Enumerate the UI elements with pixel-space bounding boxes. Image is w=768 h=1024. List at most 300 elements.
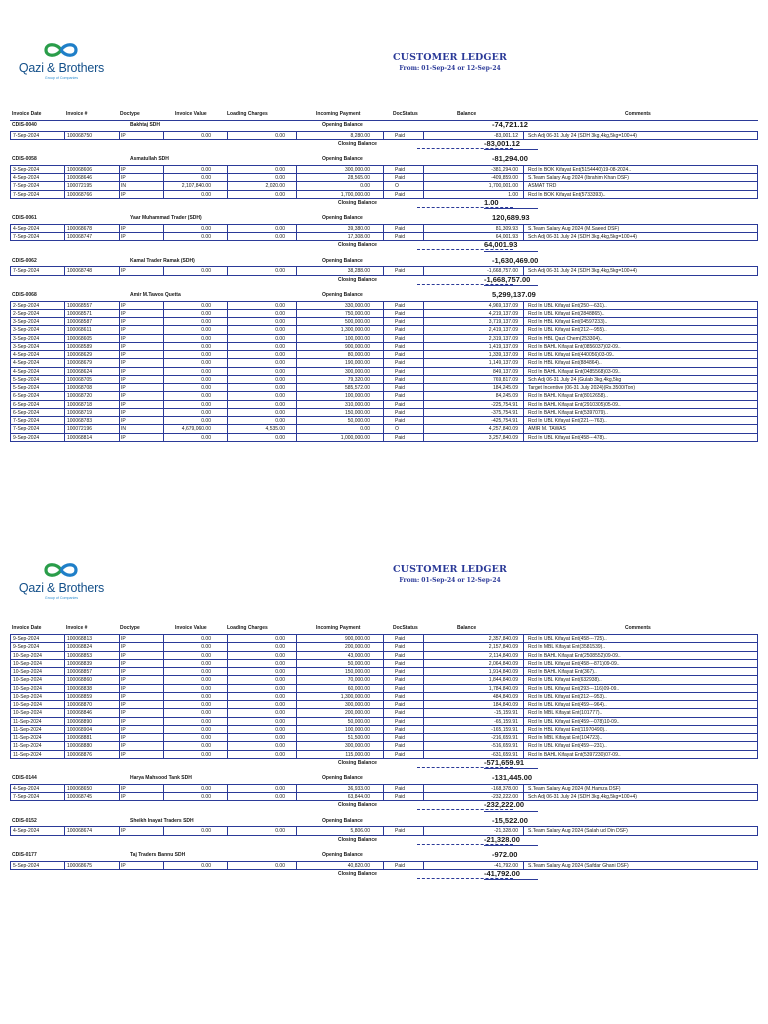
invoice-number: 100068611 bbox=[67, 327, 92, 334]
cell-divider bbox=[423, 368, 424, 375]
doc-status: Paid bbox=[395, 234, 406, 240]
cell-divider bbox=[119, 174, 120, 181]
comment: Rcd In HBL Kifayat Ent(04597233).. bbox=[528, 319, 608, 325]
invoice-value: 0.00 bbox=[201, 360, 211, 367]
opening-balance-value: -1,630,469.00 bbox=[492, 255, 539, 265]
customer-group-header bbox=[10, 257, 758, 268]
cell-divider bbox=[383, 417, 384, 424]
cell-divider bbox=[163, 310, 164, 317]
cell-divider bbox=[119, 267, 120, 274]
cell-divider bbox=[296, 351, 297, 358]
balance: 4,257,840.09 bbox=[488, 426, 518, 433]
cell-divider bbox=[119, 335, 120, 342]
doctype: IP bbox=[121, 175, 126, 181]
cell-divider bbox=[423, 718, 424, 725]
cell-divider bbox=[64, 742, 65, 749]
cell-divider bbox=[523, 668, 524, 675]
cell-divider bbox=[523, 233, 524, 240]
invoice-date: 9-Sep-2024 bbox=[13, 434, 40, 441]
invoice-number: 100068705 bbox=[67, 376, 93, 383]
cell-divider bbox=[523, 384, 524, 391]
cell-divider bbox=[227, 827, 228, 834]
doctype: IP bbox=[121, 660, 126, 667]
invoice-number: 100068890 bbox=[67, 718, 93, 725]
cell-divider bbox=[523, 191, 524, 198]
doc-status: Paid bbox=[395, 385, 406, 391]
column-header-doctype: Doctype bbox=[120, 111, 140, 117]
cell-divider bbox=[383, 709, 384, 716]
invoice-date: 10-Sep-2024 bbox=[13, 677, 42, 684]
doctype: IP bbox=[121, 434, 126, 441]
cell-divider bbox=[523, 318, 524, 325]
cell-divider bbox=[423, 652, 424, 659]
balance: 184,245.09 bbox=[492, 385, 518, 391]
cell-divider bbox=[523, 326, 524, 333]
cell-divider bbox=[423, 793, 424, 800]
cell-divider bbox=[423, 267, 424, 274]
balance: 81,309.93 bbox=[495, 225, 518, 232]
balance: 1,149,137.09 bbox=[488, 360, 518, 367]
closing-balance-row bbox=[10, 836, 758, 846]
cell-divider bbox=[64, 643, 65, 650]
doctype: IP bbox=[121, 335, 126, 342]
cell-divider bbox=[163, 335, 164, 342]
balance: -168,378.00 bbox=[491, 785, 518, 792]
cell-divider bbox=[383, 302, 384, 309]
cell-divider bbox=[296, 693, 297, 700]
underline-rule bbox=[484, 285, 538, 286]
closing-balance-value: 1.00 bbox=[484, 197, 499, 207]
doc-status: Paid bbox=[395, 735, 406, 741]
cell-divider bbox=[383, 793, 384, 800]
invoice-date: 4-Sep-2024 bbox=[13, 360, 40, 367]
cell-divider bbox=[163, 425, 164, 432]
cell-divider bbox=[296, 726, 297, 733]
ledger-row bbox=[10, 233, 758, 241]
cell-divider bbox=[119, 225, 120, 232]
loading-charges: 0.00 bbox=[275, 310, 285, 317]
underline-rule bbox=[484, 149, 538, 150]
ledger-row bbox=[10, 132, 758, 140]
cell-divider bbox=[523, 726, 524, 733]
cell-divider bbox=[523, 343, 524, 350]
incoming-payment: 330,000.00 bbox=[344, 302, 370, 309]
invoice-value: 0.00 bbox=[201, 652, 211, 659]
comment: Rcd In HBL Kifayat Ent(11970490).. bbox=[528, 726, 607, 733]
column-header-value: Invoice Value bbox=[175, 625, 207, 631]
cell-divider bbox=[227, 310, 228, 317]
cell-divider bbox=[64, 709, 65, 716]
comment: Rcd In BAHL Kifayat Ent(2910305)05-09.. bbox=[528, 401, 621, 408]
cell-divider bbox=[383, 343, 384, 350]
balance: 2,064,840.09 bbox=[488, 660, 518, 667]
cell-divider bbox=[523, 182, 524, 189]
invoice-date: 9-Sep-2024 bbox=[13, 636, 40, 642]
ledger-row bbox=[10, 718, 758, 726]
report-heading bbox=[330, 564, 570, 584]
doc-status: Paid bbox=[395, 166, 406, 173]
doc-status: Paid bbox=[395, 636, 406, 642]
cell-divider bbox=[296, 827, 297, 834]
balance: 3,719,137.09 bbox=[488, 319, 518, 325]
doc-status: Paid bbox=[395, 268, 406, 275]
invoice-number: 100068719 bbox=[67, 409, 93, 416]
ledger-row bbox=[10, 701, 758, 709]
cell-divider bbox=[383, 726, 384, 733]
cell-divider bbox=[523, 827, 524, 834]
cell-divider bbox=[296, 417, 297, 424]
cell-divider bbox=[383, 233, 384, 240]
doctype: IP bbox=[121, 352, 126, 358]
loading-charges: 0.00 bbox=[275, 234, 285, 240]
invoice-value: 0.00 bbox=[201, 191, 211, 198]
customer-group-header bbox=[10, 291, 758, 302]
incoming-payment: 200,000.00 bbox=[344, 710, 370, 717]
cell-divider bbox=[296, 132, 297, 139]
cell-divider bbox=[163, 182, 164, 189]
comment: S.Team Salary Aug 2024 (Ibrahim Khan DSF) bbox=[528, 175, 629, 181]
cell-divider bbox=[119, 742, 120, 749]
comment: Sch Adj 06-31 July 24 (Gulab 3kg,4kg,5kg bbox=[528, 376, 622, 383]
ledger-row bbox=[10, 409, 758, 417]
cell-divider bbox=[423, 376, 424, 383]
cell-divider bbox=[119, 182, 120, 189]
cell-divider bbox=[383, 132, 384, 139]
invoice-date: 7-Sep-2024 bbox=[13, 183, 40, 190]
ledger-row bbox=[10, 660, 758, 668]
invoice-number: 100068870 bbox=[67, 702, 93, 708]
cell-divider bbox=[423, 434, 424, 441]
doc-status: Paid bbox=[395, 785, 406, 792]
infinity-logo-icon bbox=[42, 560, 80, 580]
cell-divider bbox=[163, 376, 164, 383]
cell-divider bbox=[296, 191, 297, 198]
loading-charges: 0.00 bbox=[275, 785, 285, 792]
loading-charges: 0.00 bbox=[275, 702, 285, 708]
cell-divider bbox=[227, 233, 228, 240]
closing-balance-label: Closing Balance bbox=[338, 836, 377, 843]
comment: Rcd In HBL Qazi Chem(253304).. bbox=[528, 335, 603, 342]
invoice-date: 7-Sep-2024 bbox=[13, 234, 40, 240]
comment: Rcd In BOK Kifayat Ent(5733393).. bbox=[528, 191, 606, 198]
incoming-payment: 300,000.00 bbox=[344, 368, 370, 375]
balance: 1,844,840.09 bbox=[488, 677, 518, 684]
cell-divider bbox=[163, 302, 164, 309]
cell-divider bbox=[523, 793, 524, 800]
cell-divider bbox=[296, 751, 297, 758]
doctype: IP bbox=[121, 360, 126, 367]
cell-divider bbox=[227, 182, 228, 189]
cell-divider bbox=[163, 652, 164, 659]
closing-balance-value: -41,792.00 bbox=[484, 868, 520, 878]
loading-charges: 0.00 bbox=[275, 376, 285, 383]
invoice-date: 3-Sep-2024 bbox=[13, 166, 40, 173]
ledger-row bbox=[10, 709, 758, 717]
invoice-date: 7-Sep-2024 bbox=[13, 191, 40, 198]
invoice-value: 0.00 bbox=[201, 751, 211, 758]
doc-status: Paid bbox=[395, 418, 406, 424]
cell-divider bbox=[296, 368, 297, 375]
underline-rule bbox=[484, 251, 538, 252]
cell-divider bbox=[296, 676, 297, 683]
incoming-payment: 60,000.00 bbox=[347, 685, 370, 692]
cell-divider bbox=[296, 384, 297, 391]
cell-divider bbox=[423, 182, 424, 189]
opening-balance-label: Opening Balance bbox=[322, 156, 363, 163]
ledger-row bbox=[10, 635, 758, 643]
cell-divider bbox=[296, 335, 297, 342]
balance: 84,245.09 bbox=[495, 393, 518, 400]
cell-divider bbox=[163, 643, 164, 650]
closing-balance-value: -571,659.91 bbox=[484, 757, 525, 767]
cell-divider bbox=[383, 660, 384, 667]
closing-balance-row bbox=[10, 199, 758, 209]
comment: Rcd In BAHL Kifayat Ent(367).. bbox=[528, 669, 597, 675]
cell-divider bbox=[423, 635, 424, 642]
cell-divider bbox=[227, 676, 228, 683]
cell-divider bbox=[383, 392, 384, 399]
doctype: IP bbox=[121, 644, 126, 651]
cell-divider bbox=[227, 376, 228, 383]
cell-divider bbox=[163, 742, 164, 749]
cell-divider bbox=[423, 862, 424, 869]
invoice-number: 100068783 bbox=[67, 418, 93, 424]
balance: -65,159.91 bbox=[494, 718, 518, 725]
invoice-value: 0.00 bbox=[201, 175, 211, 181]
doctype: IP bbox=[121, 310, 126, 317]
cell-divider bbox=[227, 742, 228, 749]
doctype: IP bbox=[121, 319, 126, 325]
cell-divider bbox=[296, 785, 297, 792]
balance: 3,257,840.09 bbox=[488, 434, 518, 441]
invoice-number: 100068605 bbox=[67, 335, 93, 342]
column-header-value: Invoice Value bbox=[175, 111, 207, 117]
cell-divider bbox=[523, 401, 524, 408]
cell-divider bbox=[119, 166, 120, 173]
cell-divider bbox=[523, 351, 524, 358]
comment: Rcd In MBL Kifayat Ent(101777).. bbox=[528, 710, 603, 717]
invoice-date: 11-Sep-2024 bbox=[13, 735, 42, 741]
ledger-row bbox=[10, 417, 758, 425]
cell-divider bbox=[296, 434, 297, 441]
comment: Rcd In UBL Kifayat Ent(632938).. bbox=[528, 677, 602, 684]
invoice-date: 4-Sep-2024 bbox=[13, 785, 40, 792]
incoming-payment: 100,000.00 bbox=[344, 393, 370, 400]
loading-charges: 0.00 bbox=[275, 726, 285, 733]
doctype: IP bbox=[121, 828, 126, 835]
cell-divider bbox=[64, 751, 65, 758]
comment: Rcd In BAHL Kifayat Ent(2508552)09-09.. bbox=[528, 652, 621, 659]
ledger-row bbox=[10, 182, 758, 190]
incoming-payment: 63,844.00 bbox=[347, 794, 370, 800]
cell-divider bbox=[423, 742, 424, 749]
brand-name: Qazi & Brothers bbox=[18, 61, 105, 75]
report-title: CUSTOMER LEDGER bbox=[393, 564, 507, 575]
invoice-number: 100068606 bbox=[67, 166, 93, 173]
cell-divider bbox=[523, 643, 524, 650]
invoice-value: 0.00 bbox=[201, 677, 211, 684]
invoice-date: 4-Sep-2024 bbox=[13, 828, 40, 835]
balance: -425,754.91 bbox=[491, 418, 518, 424]
doc-status: Paid bbox=[395, 319, 406, 325]
invoice-value: 0.00 bbox=[201, 693, 211, 700]
cell-divider bbox=[64, 409, 65, 416]
customer-name: Bakhtaj SDH bbox=[130, 122, 161, 128]
cell-divider bbox=[523, 676, 524, 683]
cell-divider bbox=[64, 326, 65, 333]
cell-divider bbox=[523, 392, 524, 399]
customer-code: CDIS-0062 bbox=[12, 257, 37, 264]
invoice-number: 100068587 bbox=[67, 319, 93, 325]
cell-divider bbox=[423, 351, 424, 358]
cell-divider bbox=[383, 785, 384, 792]
cell-divider bbox=[423, 343, 424, 350]
comment: Rcd In UBL Kifayat Ent(459---231).. bbox=[528, 743, 607, 750]
invoice-date: 7-Sep-2024 bbox=[13, 268, 40, 275]
customer-group-header bbox=[10, 155, 758, 166]
doc-status: Paid bbox=[395, 794, 406, 800]
cell-divider bbox=[296, 326, 297, 333]
customer-code: CDIS-0177 bbox=[12, 852, 37, 858]
doctype: IP bbox=[121, 710, 126, 717]
company-logo bbox=[14, 560, 109, 600]
comment: Rcd In BAHL Kifayat Ent(0485568)03-09.. bbox=[528, 368, 621, 375]
doc-status: Paid bbox=[395, 685, 406, 692]
doctype: IP bbox=[121, 693, 126, 700]
doctype: IP bbox=[121, 751, 126, 758]
incoming-payment: 0.00 bbox=[360, 183, 370, 190]
doctype: IP bbox=[121, 743, 126, 750]
opening-balance-label: Opening Balance bbox=[322, 257, 363, 264]
loading-charges: 0.00 bbox=[275, 191, 285, 198]
invoice-number: 100068745 bbox=[67, 794, 93, 800]
cell-divider bbox=[383, 718, 384, 725]
customer-group-header bbox=[10, 214, 758, 225]
cell-divider bbox=[227, 174, 228, 181]
column-header-doctype: Doctype bbox=[120, 625, 140, 631]
incoming-payment: 100,000.00 bbox=[344, 335, 370, 342]
invoice-number: 100068646 bbox=[67, 175, 93, 181]
incoming-payment: 300,000.00 bbox=[344, 702, 370, 708]
doctype: IN bbox=[121, 183, 126, 190]
comment: Rcd In MBL Kifayat Ent(104723).. bbox=[528, 735, 603, 741]
balance: -381,294.00 bbox=[491, 166, 518, 173]
underline-rule bbox=[484, 845, 538, 846]
cell-divider bbox=[423, 709, 424, 716]
incoming-payment: 70,000.00 bbox=[347, 677, 370, 684]
cell-divider bbox=[119, 425, 120, 432]
balance: -41,792.00 bbox=[494, 862, 518, 869]
closing-balance-row bbox=[10, 759, 758, 769]
cell-divider bbox=[227, 225, 228, 232]
closing-balance-label: Closing Balance bbox=[338, 276, 377, 283]
invoice-number: 100068814 bbox=[67, 434, 93, 441]
invoice-value: 0.00 bbox=[201, 302, 211, 309]
cell-divider bbox=[227, 660, 228, 667]
cell-divider bbox=[227, 701, 228, 708]
opening-balance-label: Opening Balance bbox=[322, 817, 363, 824]
invoice-date: 10-Sep-2024 bbox=[13, 702, 42, 708]
cell-divider bbox=[383, 318, 384, 325]
incoming-payment: 8,280.00 bbox=[350, 132, 370, 139]
cell-divider bbox=[383, 191, 384, 198]
invoice-value: 0.00 bbox=[201, 310, 211, 317]
doctype: IP bbox=[121, 862, 126, 869]
cell-divider bbox=[163, 827, 164, 834]
ledger-row bbox=[10, 191, 758, 199]
cell-divider bbox=[296, 409, 297, 416]
column-header-payment: Incoming Payment bbox=[316, 111, 361, 117]
cell-divider bbox=[296, 182, 297, 189]
loading-charges: 0.00 bbox=[275, 418, 285, 424]
cell-divider bbox=[383, 384, 384, 391]
loading-charges: 0.00 bbox=[275, 693, 285, 700]
cell-divider bbox=[227, 718, 228, 725]
cell-divider bbox=[119, 718, 120, 725]
cell-divider bbox=[523, 693, 524, 700]
invoice-date: 4-Sep-2024 bbox=[13, 368, 40, 375]
cell-divider bbox=[423, 676, 424, 683]
cell-divider bbox=[227, 166, 228, 173]
cell-divider bbox=[423, 827, 424, 834]
invoice-date: 7-Sep-2024 bbox=[13, 132, 40, 139]
doc-status: Paid bbox=[395, 191, 406, 198]
invoice-date: 4-Sep-2024 bbox=[13, 352, 40, 358]
cell-divider bbox=[296, 709, 297, 716]
invoice-number: 100068589 bbox=[67, 343, 93, 350]
brand-tagline: Group of Companies bbox=[44, 596, 79, 600]
cell-divider bbox=[227, 368, 228, 375]
cell-divider bbox=[163, 751, 164, 758]
cell-divider bbox=[423, 701, 424, 708]
doctype: IP bbox=[121, 652, 126, 659]
invoice-date: 6-Sep-2024 bbox=[13, 409, 40, 416]
cell-divider bbox=[523, 742, 524, 749]
cell-divider bbox=[296, 643, 297, 650]
cell-divider bbox=[227, 384, 228, 391]
cell-divider bbox=[227, 351, 228, 358]
cell-divider bbox=[296, 685, 297, 692]
doc-status: Paid bbox=[395, 393, 406, 400]
ledger-row bbox=[10, 166, 758, 174]
cell-divider bbox=[227, 417, 228, 424]
cell-divider bbox=[523, 310, 524, 317]
comment: Rcd In BAHL Kifayat Ent(5397230)07-09.. bbox=[528, 751, 621, 758]
doc-status: Paid bbox=[395, 343, 406, 350]
cell-divider bbox=[64, 793, 65, 800]
cell-divider bbox=[163, 392, 164, 399]
comment: Rcd In UBL Kifayat Ent(212---955).. bbox=[528, 327, 607, 334]
doctype: IP bbox=[121, 225, 126, 232]
doc-status: Paid bbox=[395, 376, 406, 383]
incoming-payment: 1,000,000.00 bbox=[340, 434, 370, 441]
cell-divider bbox=[296, 310, 297, 317]
loading-charges: 0.00 bbox=[275, 862, 285, 869]
loading-charges: 0.00 bbox=[275, 393, 285, 400]
cell-divider bbox=[523, 225, 524, 232]
closing-balance-row bbox=[10, 241, 758, 251]
comment: Sch Adj 06-31 July 24 (SDH 3kg,4kg,5kg=100+4) bbox=[528, 268, 637, 275]
ledger-row bbox=[10, 676, 758, 684]
cell-divider bbox=[119, 326, 120, 333]
cell-divider bbox=[227, 335, 228, 342]
cell-divider bbox=[119, 635, 120, 642]
cell-divider bbox=[119, 793, 120, 800]
doc-status: Paid bbox=[395, 409, 406, 416]
cell-divider bbox=[163, 668, 164, 675]
invoice-value: 0.00 bbox=[201, 343, 211, 350]
incoming-payment: 190,000.00 bbox=[344, 360, 370, 367]
